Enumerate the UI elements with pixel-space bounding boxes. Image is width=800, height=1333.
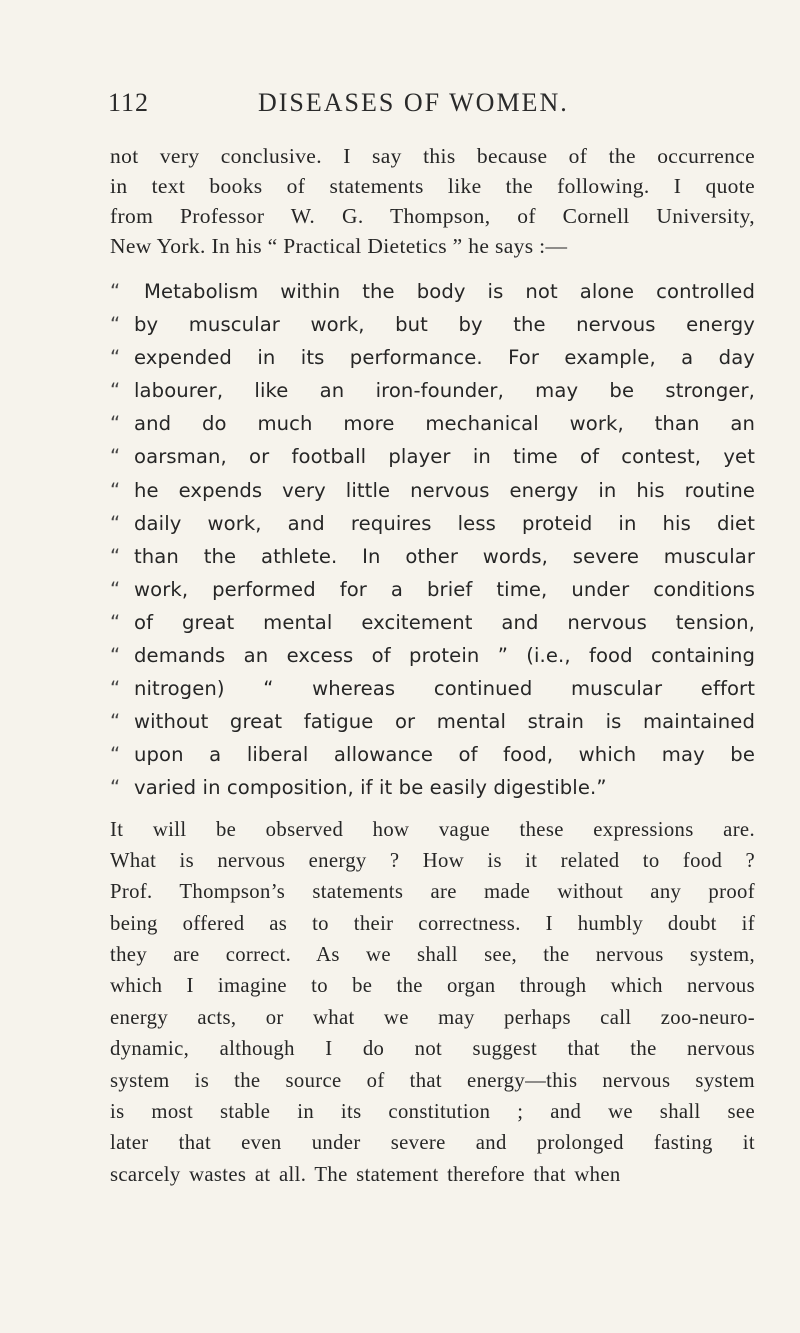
body-text — [110, 141, 755, 1191]
text-line: It will be observed how vague these expressions are. — [110, 818, 755, 841]
quote-line — [110, 308, 755, 341]
text-line: from Professor W. G. Thompson, of Cornell University, — [110, 204, 755, 228]
quote-line-text: labourer, like an iron-founder, may be stronger, — [134, 379, 755, 403]
quote-mark: “ — [110, 511, 121, 535]
quote-line-text: than the athlete. In other words, severe muscular — [134, 544, 755, 568]
quote-mark: “ — [110, 280, 121, 303]
quote-mark: “ — [110, 644, 121, 668]
quote-mark: “ — [110, 544, 121, 568]
running-head — [108, 88, 748, 124]
quote-line-text: demands an excess of protein ” (i.e., food containing — [134, 644, 755, 668]
quote-mark: “ — [110, 445, 121, 469]
quote-mark: “ — [110, 610, 121, 634]
quote-line-text: nitrogen) “ whereas continued muscular effort — [134, 677, 755, 701]
text-line: energy acts, or what we may perhaps call zoo-neuro- — [110, 1006, 755, 1029]
text-line: is most stable in its constitution ; and we shall see — [110, 1101, 755, 1124]
quote-line-text: and do much more mechanical work, than an — [134, 412, 755, 436]
text-line: in text books of statements like the following. I quote — [110, 174, 755, 198]
quote-line — [110, 540, 755, 573]
running-title: DISEASES OF WOMEN. — [258, 88, 569, 117]
quote-line-text: he expends very little nervous energy in his routine — [134, 478, 755, 502]
quote-mark: “ — [110, 577, 121, 601]
text-line: dynamic, although I do not suggest that the nervous — [110, 1038, 755, 1061]
quote-line-text: without great fatigue or mental strain is maintained — [134, 710, 755, 734]
quote-line — [110, 672, 755, 705]
page-number: 112 — [108, 88, 150, 117]
text-line: system is the source of that energy—this nervous system — [110, 1069, 755, 1092]
block-quotation — [110, 275, 755, 805]
quote-line-text: daily work, and requires less proteid in his diet — [134, 511, 755, 535]
text-line: What is nervous energy ? How is it related to food ? — [110, 849, 755, 872]
quote-mark: “ — [110, 313, 121, 337]
text-line: later that even under severe and prolonged fasting it — [110, 1132, 755, 1155]
text-line: scarcely wastes at all. The statement therefore that when — [110, 1163, 621, 1186]
quote-line-text: by muscular work, but by the nervous energy — [134, 313, 755, 337]
text-line: Prof. Thompson’s statements are made without any proof — [110, 881, 755, 904]
quote-line-text: expended in its performance. For example, a day — [134, 346, 755, 370]
quote-mark: “ — [110, 710, 121, 734]
quote-line-text: Metabolism within the body is not alone controlled — [144, 280, 755, 303]
quote-mark: “ — [110, 776, 121, 800]
quote-line — [110, 606, 755, 639]
quote-line — [110, 573, 755, 606]
quote-mark: “ — [110, 379, 121, 403]
text-line: being offered as to their correctness. I humbly doubt if — [110, 912, 755, 935]
quote-mark: “ — [110, 677, 121, 701]
quote-line — [110, 341, 755, 374]
quote-line-text: of great mental excitement and nervous tension, — [134, 610, 755, 634]
quote-line-text: work, performed for a brief time, under conditions — [134, 577, 755, 601]
text-line: which I imagine to be the organ through which nervous — [110, 975, 755, 998]
quote-line — [110, 738, 755, 771]
quote-line-text: upon a liberal allowance of food, which may be — [134, 743, 755, 767]
quote-line-text: oarsman, or football player in time of contest, yet — [134, 445, 755, 469]
quote-line — [110, 771, 755, 804]
closing-paragraph — [110, 815, 755, 1192]
quote-line — [110, 474, 755, 507]
quote-mark: “ — [110, 478, 121, 502]
text-line: they are correct. As we shall see, the nervous system, — [110, 944, 755, 967]
text-line: New York. In his “ Practical Dietetics ” he says :— — [110, 234, 568, 258]
lead-paragraph — [110, 141, 755, 261]
text-line: not very conclusive. I say this because of the occurrence — [110, 144, 755, 168]
quote-mark: “ — [110, 743, 121, 767]
quote-line — [110, 374, 755, 407]
quote-line — [110, 705, 755, 738]
quote-line — [110, 275, 755, 308]
quote-line-text: varied in composition, if it be easily digestible.” — [134, 776, 607, 800]
quote-mark: “ — [110, 346, 121, 370]
quote-line — [110, 440, 755, 473]
quote-line — [110, 407, 755, 440]
quote-mark: “ — [110, 412, 121, 436]
quote-line — [110, 639, 755, 672]
quote-line — [110, 507, 755, 540]
